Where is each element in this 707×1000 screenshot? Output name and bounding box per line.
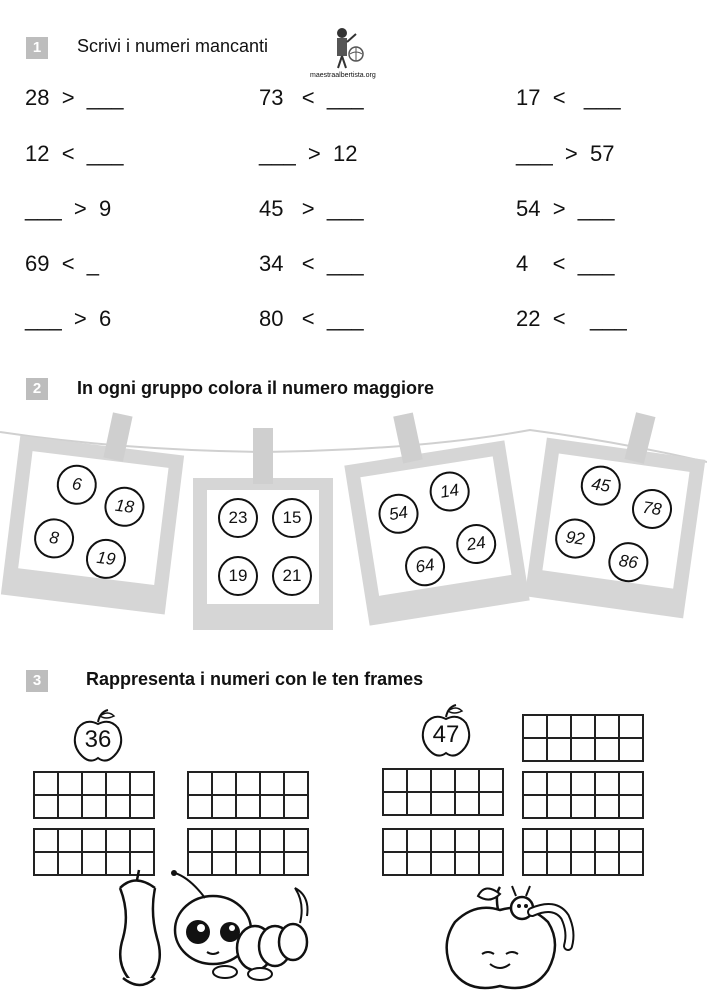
ten-frame-cell[interactable] (34, 795, 58, 818)
ten-frame-cell[interactable] (455, 769, 479, 792)
ten-frame-cell[interactable] (595, 715, 619, 738)
section-3-title: Rappresenta i numeri con le ten frames (86, 669, 424, 689)
comparison-item[interactable]: 28 > ___ (25, 85, 124, 110)
ten-frame-cell[interactable] (479, 829, 503, 852)
ten-frame-cell[interactable] (260, 795, 284, 818)
ten-frame-cell[interactable] (407, 829, 431, 852)
ten-frame-cell[interactable] (236, 795, 260, 818)
peg-2 (253, 428, 273, 484)
ten-frame-cell[interactable] (58, 829, 82, 852)
section-1-badge: 1 (26, 37, 48, 59)
ten-frame-cell[interactable] (547, 795, 571, 818)
ten-frame-cell[interactable] (106, 772, 130, 795)
ten-frame-cell[interactable] (106, 829, 130, 852)
photo-frame-2 (193, 478, 333, 630)
section-2-title: In ogni gruppo colora il numero maggiore (77, 378, 435, 398)
ten-frame-cell[interactable] (82, 829, 106, 852)
ten-frame-cell[interactable] (547, 829, 571, 852)
ten-frame-cell[interactable] (284, 772, 308, 795)
number-circle[interactable]: 23 (218, 498, 258, 538)
ten-frame-cell[interactable] (523, 738, 547, 761)
ten-frame-cell[interactable] (58, 795, 82, 818)
ten-frame-cell[interactable] (212, 829, 236, 852)
target-number: 47 (432, 721, 460, 748)
ten-frame-cell[interactable] (188, 772, 212, 795)
ten-frame-cell[interactable] (547, 715, 571, 738)
number-circle[interactable]: 92 (553, 516, 598, 561)
number-circle[interactable]: 18 (102, 484, 147, 529)
number-circle[interactable]: 45 (578, 463, 623, 508)
ten-frame-cell[interactable] (407, 852, 431, 875)
ten-frame-cell[interactable] (106, 795, 130, 818)
section-2-badge: 2 (26, 378, 48, 400)
ten-frame-cell[interactable] (547, 772, 571, 795)
ten-frame-cell[interactable] (595, 795, 619, 818)
comparison-item[interactable]: 17 < ___ (516, 85, 621, 110)
ten-frame-cell[interactable] (188, 829, 212, 852)
ten-frame-cell[interactable] (595, 772, 619, 795)
apple-worm-illustration (440, 882, 590, 997)
comparison-item[interactable]: ___ > 57 (516, 141, 615, 166)
comparison-item[interactable]: 4 < ___ (516, 251, 615, 276)
ten-frame-cell[interactable] (236, 829, 260, 852)
ten-frame-cell[interactable] (479, 792, 503, 815)
comparison-item[interactable]: 80 < ___ (259, 306, 364, 331)
comparison-item[interactable]: 54 > ___ (516, 196, 615, 221)
ten-frame-cell[interactable] (383, 829, 407, 852)
ten-frame-cell[interactable] (619, 852, 643, 875)
ten-frame-cell[interactable] (571, 829, 595, 852)
comparison-item[interactable]: 22 < ___ (516, 306, 627, 331)
number-circle[interactable]: 21 (272, 556, 312, 596)
comparison-item[interactable]: 45 > ___ (259, 196, 364, 221)
ten-frame-cell[interactable] (284, 829, 308, 852)
ten-frame-cell[interactable] (260, 772, 284, 795)
comparison-item[interactable]: ___ > 9 (25, 196, 112, 221)
ten-frame-cell[interactable] (523, 829, 547, 852)
ten-frame-cell[interactable] (407, 792, 431, 815)
ten-frame-cell[interactable] (479, 769, 503, 792)
ten-frame-cell[interactable] (595, 738, 619, 761)
ten-frame-cell[interactable] (547, 852, 571, 875)
number-circle[interactable]: 8 (32, 516, 77, 561)
ten-frame-cell[interactable] (58, 772, 82, 795)
number-circle[interactable]: 19 (84, 537, 129, 582)
ten-frame-cell[interactable] (571, 738, 595, 761)
ten-frame[interactable] (522, 771, 644, 819)
ten-frame[interactable] (187, 771, 309, 819)
section-1-title: Scrivi i numeri mancanti (77, 36, 269, 56)
logo-text: maestraalbertista.org (310, 72, 376, 79)
ten-frame-cell[interactable] (571, 852, 595, 875)
photo-frame-1 (1, 436, 184, 615)
comparison-item[interactable]: 12 < ___ (25, 141, 124, 166)
ten-frame-cell[interactable] (455, 852, 479, 875)
ten-frame-cell[interactable] (383, 852, 407, 875)
ten-frame-cell[interactable] (34, 829, 58, 852)
apple-core-caterpillar-illustration (95, 868, 325, 993)
photo-frame-4 (525, 438, 706, 619)
ten-frame-cell[interactable] (523, 795, 547, 818)
ten-frame-cell[interactable] (547, 738, 571, 761)
ten-frame-cell[interactable] (58, 852, 82, 875)
number-circle[interactable]: 19 (218, 556, 258, 596)
ten-frame-cell[interactable] (407, 769, 431, 792)
number-circle[interactable]: 64 (402, 543, 448, 589)
ten-frame-cell[interactable] (431, 769, 455, 792)
ten-frame-cell[interactable] (571, 795, 595, 818)
ten-frame-cell[interactable] (571, 772, 595, 795)
ten-frame-cell[interactable] (212, 772, 236, 795)
number-circle[interactable]: 6 (54, 462, 99, 507)
ten-frame-cell[interactable] (82, 772, 106, 795)
ten-frame-cell[interactable] (431, 852, 455, 875)
number-circle[interactable]: 78 (629, 486, 674, 531)
ten-frame-cell[interactable] (260, 829, 284, 852)
ten-frame-cell[interactable] (619, 715, 643, 738)
ten-frame[interactable] (382, 828, 504, 876)
number-circle[interactable]: 15 (272, 498, 312, 538)
section-3-badge: 3 (26, 670, 48, 692)
ten-frame-cell[interactable] (619, 829, 643, 852)
ten-frame-cell[interactable] (284, 795, 308, 818)
ten-frame-cell[interactable] (523, 852, 547, 875)
ten-frame[interactable] (522, 714, 644, 762)
ten-frame-cell[interactable] (383, 769, 407, 792)
teacher-logo-icon (318, 24, 398, 74)
ten-frame[interactable] (382, 768, 504, 816)
ten-frame-cell[interactable] (188, 795, 212, 818)
ten-frame-cell[interactable] (383, 792, 407, 815)
ten-frame-cell[interactable] (236, 772, 260, 795)
ten-frame-cell[interactable] (523, 772, 547, 795)
ten-frame-cell[interactable] (595, 829, 619, 852)
ten-frame-cell[interactable] (431, 792, 455, 815)
apple-number-1 (72, 708, 124, 764)
ten-frame-cell[interactable] (82, 795, 106, 818)
comparison-item[interactable]: ___ > 12 (259, 141, 358, 166)
ten-frame[interactable] (33, 771, 155, 819)
ten-frame-cell[interactable] (619, 772, 643, 795)
comparison-item[interactable]: 73 < ___ (259, 85, 364, 110)
ten-frame-cell[interactable] (130, 795, 154, 818)
ten-frame-cell[interactable] (595, 852, 619, 875)
ten-frame-cell[interactable] (619, 795, 643, 818)
ten-frame-cell[interactable] (130, 829, 154, 852)
site-logo (310, 24, 398, 84)
comparison-item[interactable]: 34 < ___ (259, 251, 364, 276)
ten-frame-cell[interactable] (431, 829, 455, 852)
photo-frame-3 (344, 440, 529, 625)
number-circle[interactable]: 86 (606, 540, 651, 585)
ten-frame-cell[interactable] (455, 829, 479, 852)
ten-frame-cell[interactable] (523, 715, 547, 738)
number-circle[interactable]: 24 (453, 521, 499, 567)
ten-frame-cell[interactable] (212, 795, 236, 818)
ten-frame[interactable] (522, 828, 644, 876)
ten-frame-cell[interactable] (619, 738, 643, 761)
apple-number-2 (420, 703, 472, 759)
ten-frame-cell[interactable] (479, 852, 503, 875)
ten-frame-cell[interactable] (130, 772, 154, 795)
comparison-item[interactable]: 69 < _ (25, 251, 100, 276)
target-number: 36 (84, 726, 112, 753)
ten-frame-cell[interactable] (455, 792, 479, 815)
number-circle[interactable]: 54 (376, 491, 422, 537)
comparison-item[interactable]: ___ > 6 (25, 306, 112, 331)
ten-frame-cell[interactable] (571, 715, 595, 738)
ten-frame-cell[interactable] (34, 852, 58, 875)
ten-frame-cell[interactable] (34, 772, 58, 795)
number-circle[interactable]: 14 (427, 469, 473, 515)
